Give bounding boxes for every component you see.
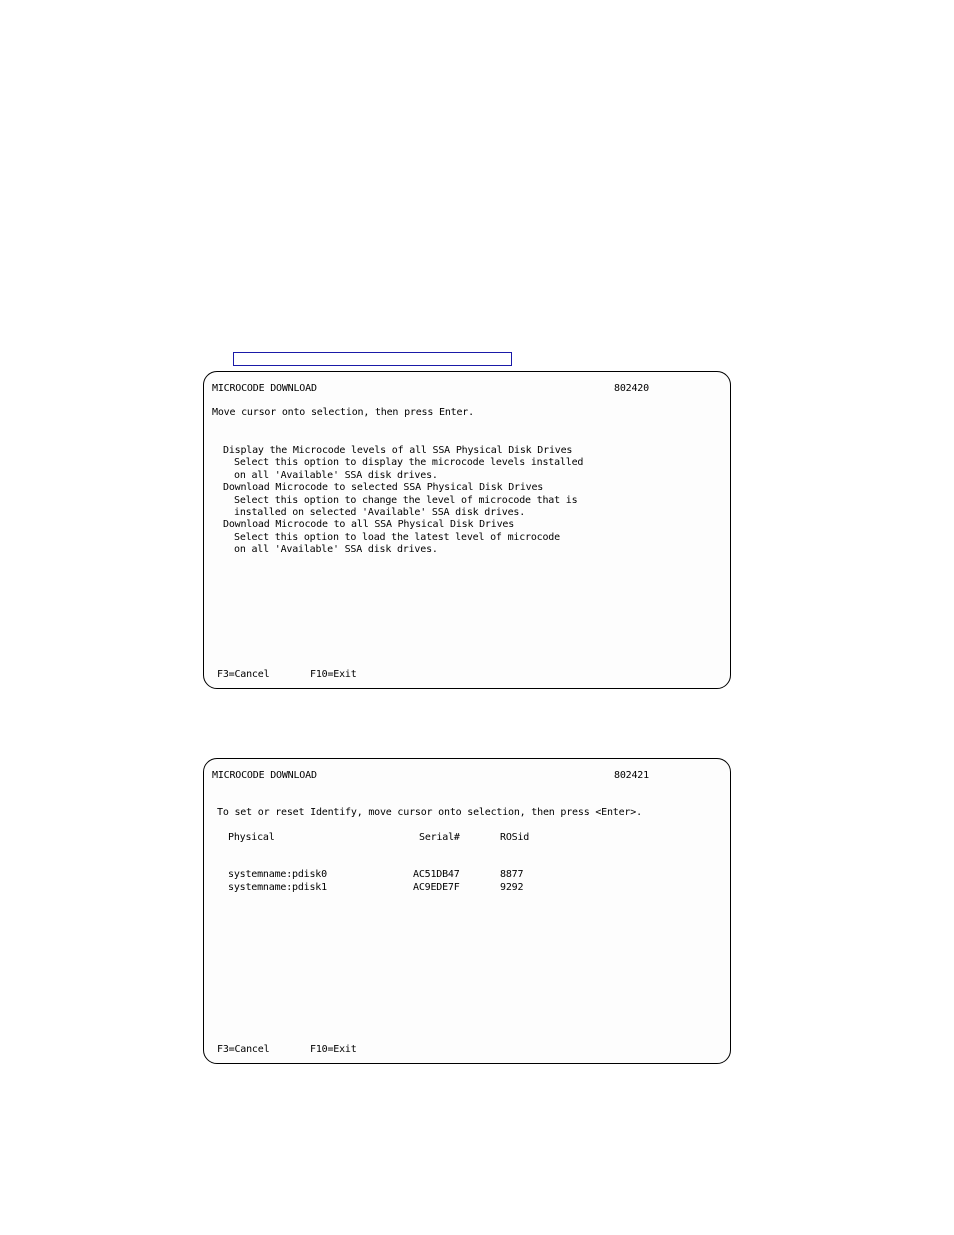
screen-title: MICROCODE DOWNLOAD: [212, 383, 317, 394]
physical-disk-name: systemname:pdisk1: [228, 882, 327, 893]
f3-cancel-key[interactable]: F3=Cancel: [217, 669, 270, 680]
rosid-value: 8877: [500, 869, 524, 880]
column-header-rosid: ROSid: [500, 832, 530, 843]
column-header-physical: Physical: [228, 832, 275, 843]
serial-number: AC51DB47: [413, 869, 460, 880]
instruction-text: Move cursor onto selection, then press Enter.: [212, 407, 474, 418]
physical-disk-name: systemname:pdisk0: [228, 869, 327, 880]
option-description: Select this option to load the latest level of microcode: [234, 532, 560, 543]
screen-code: 802420: [614, 383, 649, 394]
option-display-microcode-levels[interactable]: Display the Microcode levels of all SSA Physical Disk Drives: [223, 445, 573, 456]
microcode-download-disk-list-panel: [203, 758, 731, 1064]
column-header-serial: Serial#: [419, 832, 460, 843]
f10-exit-key[interactable]: F10=Exit: [310, 669, 357, 680]
option-description: installed on selected 'Available' SSA disk drives.: [234, 507, 526, 518]
screen-code: 802421: [614, 770, 649, 781]
rosid-value: 9292: [500, 882, 524, 893]
option-download-selected[interactable]: Download Microcode to selected SSA Physical Disk Drives: [223, 482, 544, 493]
link-box[interactable]: [233, 352, 512, 366]
f10-exit-key[interactable]: F10=Exit: [310, 1044, 357, 1055]
instruction-text: To set or reset Identify, move cursor onto selection, then press <Enter>.: [217, 807, 642, 818]
option-description: Select this option to display the microcode levels installed: [234, 457, 584, 468]
option-description: on all 'Available' SSA disk drives.: [234, 470, 438, 481]
screen-title: MICROCODE DOWNLOAD: [212, 770, 317, 781]
option-description: Select this option to change the level of microcode that is: [234, 495, 578, 506]
f3-cancel-key[interactable]: F3=Cancel: [217, 1044, 270, 1055]
option-description: on all 'Available' SSA disk drives.: [234, 544, 438, 555]
option-download-all[interactable]: Download Microcode to all SSA Physical Disk Drives: [223, 519, 515, 530]
serial-number: AC9EDE7F: [413, 882, 460, 893]
microcode-download-menu-panel: [203, 371, 731, 689]
